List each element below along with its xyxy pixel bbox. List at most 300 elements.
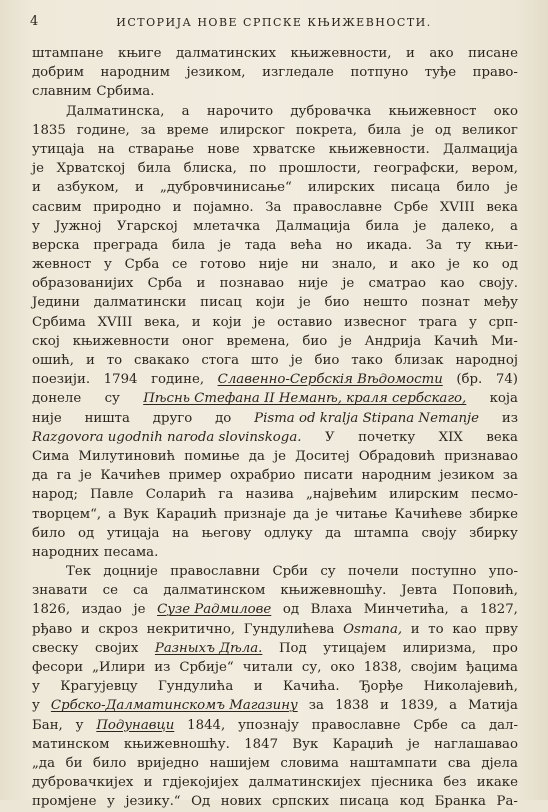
word: млетачка [193, 218, 261, 234]
word: до [215, 410, 232, 426]
word: блиска, [183, 161, 237, 177]
word: православни [170, 564, 261, 580]
word: око [330, 660, 355, 675]
text-line [32, 217, 518, 236]
word: Срба [147, 276, 183, 292]
text-line [32, 198, 518, 217]
word: као [452, 621, 477, 637]
word: Далмација [275, 218, 351, 234]
word: била [365, 218, 399, 234]
word: штампане [32, 46, 104, 61]
word: православне [293, 199, 382, 215]
word: далматински [93, 295, 187, 311]
text-line [32, 274, 518, 293]
word: што [250, 353, 279, 368]
word: прошлости, [278, 161, 361, 177]
word: међу [483, 295, 518, 311]
word: Павле [90, 487, 134, 503]
word: а [449, 698, 458, 714]
word: 1838, [363, 660, 402, 675]
word: са [460, 717, 477, 733]
word: је [339, 333, 352, 349]
text-line [32, 409, 518, 428]
text-line [32, 581, 518, 600]
word: жевност [32, 257, 92, 273]
page-header [30, 14, 518, 34]
word: 74) [495, 372, 518, 388]
word: дубровачка [290, 103, 372, 119]
text-line [32, 620, 518, 639]
word: Далматинска, [66, 103, 165, 119]
word: Крагујевцу [60, 679, 138, 695]
word: књи- [484, 237, 518, 253]
word: по [249, 161, 267, 177]
word: а [460, 602, 469, 618]
text-line [32, 351, 518, 370]
word: су [104, 391, 120, 407]
word: прву [485, 621, 518, 637]
word: Доситеј [295, 448, 350, 464]
word: појамно. [193, 199, 254, 215]
word: са [132, 583, 149, 599]
word: оставио [277, 314, 333, 330]
word: у [75, 717, 84, 733]
word: ту [455, 237, 472, 253]
word: века [486, 429, 518, 445]
word: изгледале [262, 65, 334, 81]
word: почели [348, 564, 399, 580]
word: гдјекојијех [162, 775, 239, 791]
word: да [293, 506, 310, 522]
word: упознају [238, 717, 299, 733]
word: године, [76, 122, 130, 138]
word: Пѣснь Стефана II Неманѣ, краля сербскаго, [143, 391, 467, 407]
word: Бан, [32, 717, 63, 733]
word: на [97, 141, 115, 157]
word: су [320, 564, 336, 580]
word: то [428, 621, 444, 637]
word: православне [311, 717, 401, 733]
word: ако [410, 257, 436, 273]
word: утицајем [323, 640, 387, 656]
text-line [32, 63, 518, 82]
word: и [172, 199, 182, 215]
word: „да [32, 755, 56, 771]
word: а [181, 103, 190, 119]
word: Влаха [310, 602, 353, 618]
word: у [468, 314, 477, 330]
word: славним [32, 84, 92, 100]
word: „Илири [92, 660, 146, 675]
word: упо- [488, 564, 518, 580]
word: Качић [433, 333, 479, 349]
text-line [32, 543, 518, 562]
word: збирке [469, 506, 518, 522]
word: Матија [468, 698, 518, 714]
word: Хрватској [56, 161, 126, 177]
word: признавао [444, 448, 518, 464]
word: почетку [358, 429, 416, 445]
word: близак [394, 353, 444, 368]
word: у [104, 257, 112, 273]
word: Славенно-Сербскія Вѣдомости [217, 372, 443, 388]
text-line [32, 792, 518, 811]
word: је [414, 218, 427, 234]
word: Србе [413, 717, 448, 733]
word: Качићеве [394, 506, 463, 522]
word: из [501, 410, 518, 426]
text-line [32, 178, 518, 197]
word: Вук [123, 506, 149, 522]
word: азбуком, [56, 180, 119, 196]
word: народној [455, 353, 518, 368]
word: било [93, 755, 127, 771]
word: ђацима [466, 660, 518, 675]
word: про [492, 640, 518, 656]
word: творцем“, [32, 506, 102, 522]
word: за [140, 122, 156, 138]
word: писане [468, 46, 518, 61]
word: Угарској [116, 218, 178, 234]
word: су, [301, 660, 322, 675]
word: Србе [393, 199, 429, 215]
word: својим [410, 660, 458, 675]
word: који [255, 295, 285, 311]
text-line [32, 600, 518, 619]
word: својих [94, 640, 139, 656]
word: писац [200, 295, 242, 311]
word: писати [303, 468, 354, 484]
text-line [32, 332, 518, 351]
word: преграда [93, 237, 159, 253]
word: поступно [411, 564, 477, 580]
word: језиком [439, 468, 495, 484]
word: да [325, 525, 342, 541]
word: Србима. [96, 84, 155, 100]
word: утицаја [32, 141, 85, 157]
word: поезији. [32, 372, 91, 388]
word: Сима [32, 448, 70, 464]
word: се [102, 583, 118, 599]
word: у [32, 218, 40, 234]
word: је [342, 276, 355, 292]
word: матинском [32, 736, 110, 752]
word: Поповић, [452, 583, 518, 599]
word: Под [278, 640, 307, 656]
word: Обрадовић [358, 448, 436, 464]
word: промјене [32, 794, 97, 810]
word: донеле [32, 391, 82, 407]
word: рђаво [32, 621, 73, 637]
word: Ми- [490, 333, 518, 349]
word: „дубровчинисање“ [159, 180, 292, 196]
word: било [456, 180, 490, 196]
word: је [290, 353, 303, 368]
word: сматрао [368, 276, 427, 292]
word: је [274, 448, 287, 464]
word: и [380, 698, 389, 714]
word: у [32, 679, 40, 695]
word: нашијем [209, 755, 270, 771]
text-line [32, 562, 518, 581]
word: ко [472, 257, 489, 273]
word: друго [152, 410, 193, 426]
word: и [196, 276, 206, 292]
text-line [32, 735, 518, 754]
word: била [367, 122, 402, 138]
word: 1827, [479, 602, 518, 618]
word: је [219, 237, 232, 253]
word: 1847 [244, 736, 279, 752]
word: и [389, 257, 399, 273]
word: своју [421, 525, 457, 541]
word: скроз [98, 621, 138, 637]
word: века [486, 199, 518, 215]
word: и [191, 314, 201, 330]
word: хрватске [252, 141, 316, 157]
word: народ; [32, 487, 78, 503]
word: је [447, 257, 460, 273]
word: од [282, 602, 300, 618]
word: нове [207, 141, 240, 157]
word: песама. [103, 544, 159, 560]
word: Вук [292, 736, 319, 752]
word: охрабрио [229, 468, 296, 484]
word: стварање [128, 141, 195, 157]
word: готово [200, 257, 246, 273]
word: Ра- [496, 794, 518, 810]
word: вриједно [136, 755, 199, 771]
word: ошић, [32, 353, 75, 368]
word: Pisma od kralja Stipana Nemanje [254, 410, 480, 426]
text-line [32, 754, 518, 773]
word: одлуку [263, 525, 313, 541]
text-line [32, 466, 518, 485]
word: око [493, 103, 518, 119]
word: образованијих [32, 276, 134, 292]
word: био [314, 353, 340, 368]
text-line [32, 255, 518, 274]
word: у [106, 794, 115, 810]
word: то [106, 353, 123, 368]
word: би [65, 755, 83, 771]
word: знало, [331, 257, 377, 273]
word: илирским [389, 487, 459, 503]
word: 1838 [335, 698, 369, 714]
word: је [133, 602, 146, 618]
text-line [32, 313, 518, 332]
word: већа [290, 237, 322, 253]
word: За [265, 199, 282, 215]
word: и [85, 353, 95, 368]
text-line [32, 658, 518, 677]
word: своју. [478, 276, 518, 292]
word: тако [351, 353, 383, 368]
word: из [154, 660, 171, 675]
word: Јевта [401, 583, 438, 599]
word: XVIII [439, 199, 475, 215]
word: стога [201, 353, 240, 368]
text-line [32, 44, 518, 63]
word: Osmana, [343, 621, 403, 637]
word: као [440, 276, 465, 292]
word: верска [32, 237, 80, 253]
word: утицаја [106, 525, 160, 541]
text-line [32, 505, 518, 524]
word: на [172, 525, 189, 541]
word: Тек [66, 564, 92, 580]
word: га [56, 468, 72, 484]
word: XIX [438, 429, 463, 445]
text-line [32, 236, 518, 255]
word: наглашавао [434, 736, 518, 752]
word: Од [191, 794, 211, 810]
text-line [32, 428, 518, 447]
word: Качићев [100, 468, 161, 484]
word: дјела [481, 755, 518, 771]
word: помиње [184, 448, 240, 464]
word: време [166, 122, 209, 138]
word: У [325, 429, 335, 445]
text-line [32, 677, 518, 696]
word: сва [447, 755, 471, 771]
word: 1844, [187, 717, 226, 733]
word: 1794 [103, 372, 138, 388]
word: географски, [373, 161, 459, 177]
word: је [316, 506, 329, 522]
word: илирског [219, 122, 286, 138]
text-line [32, 485, 518, 504]
word: и [135, 180, 144, 196]
word: Милутиновић [78, 448, 176, 464]
word: илирских [307, 180, 375, 196]
word: нарочито [206, 103, 274, 119]
word: Србима [32, 314, 86, 330]
word: покрета, [295, 122, 357, 138]
word: који [212, 314, 242, 330]
word: наштампати [349, 755, 438, 771]
word: XVIII [97, 314, 133, 330]
word: Разныхъ Дѣла. [154, 640, 263, 656]
word: језиком, [186, 65, 246, 81]
text-line [32, 639, 518, 658]
word: великог [461, 122, 518, 138]
body-text [32, 44, 518, 812]
word: извесног [344, 314, 407, 330]
word: добрим [32, 65, 84, 81]
word: је [411, 122, 424, 138]
word: од [434, 122, 452, 138]
word: некритично, [146, 621, 236, 637]
word: За [425, 237, 443, 253]
running-title: ИСТОРИЈА НОВЕ СРПСКЕ КЊИЖЕВНОСТИ. [116, 16, 432, 29]
word: језику.“ [125, 794, 181, 810]
word: нешто [363, 295, 408, 311]
word: Гундулићева [243, 621, 335, 637]
word: ако [429, 46, 454, 61]
word: назива [245, 487, 294, 503]
word: трага [418, 314, 458, 330]
word: писаца [339, 794, 390, 810]
word: природно [93, 199, 161, 215]
word: књижевности. [328, 141, 430, 157]
word: дал- [488, 717, 518, 733]
word: књижевности, [290, 46, 392, 61]
word: Србије“ [179, 660, 234, 675]
word: знавати [32, 583, 88, 599]
word: нових [220, 794, 262, 810]
word: а [510, 218, 518, 234]
word: Подунавци [96, 717, 175, 733]
word: вером, [471, 161, 518, 177]
word: која [489, 391, 518, 407]
word: и [80, 621, 90, 637]
word: фесори [32, 660, 84, 675]
text-line [32, 389, 518, 408]
word: био [324, 295, 350, 311]
word: је [32, 161, 44, 177]
word: је [253, 314, 266, 330]
word: Караџић [332, 736, 394, 752]
word: у [32, 698, 40, 714]
word: и [32, 180, 41, 196]
word: Razgovora ugodnih naroda slovinskoga. [32, 429, 302, 445]
text-line [32, 293, 518, 312]
word: књижевношћу. [123, 736, 230, 752]
word: а [108, 506, 117, 522]
word: није [32, 410, 62, 426]
word: времена, [226, 333, 290, 349]
text-line [32, 447, 518, 466]
word: но [335, 237, 353, 253]
word: срп- [488, 314, 518, 330]
word: народних [32, 544, 99, 560]
word: је [505, 180, 518, 196]
word: писаца [390, 180, 441, 196]
word: илиризма, [402, 640, 476, 656]
word: словима [280, 755, 339, 771]
word: српских [272, 794, 329, 810]
word: код [399, 794, 425, 810]
word: 1835 [32, 122, 66, 138]
word: Сузе Радмилове [157, 602, 272, 618]
word: књиге [118, 46, 162, 61]
word: века, [144, 314, 180, 330]
text-line [32, 696, 518, 715]
word: књижевношћу. [280, 583, 387, 599]
word: свакако [134, 353, 190, 368]
word: свеску [32, 640, 79, 656]
word: и [253, 679, 263, 695]
word: и [405, 46, 415, 61]
word: ни [301, 257, 319, 273]
word: познат [421, 295, 470, 311]
word: „највећим [305, 487, 377, 503]
text-line [32, 370, 518, 389]
word: издао [81, 602, 122, 618]
word: била [137, 161, 172, 177]
word: право- [472, 65, 518, 81]
word: признаје [223, 506, 287, 522]
word: далматинских [175, 46, 277, 61]
word: доцније [103, 564, 158, 580]
word: била [171, 237, 206, 253]
word: Једини [32, 295, 80, 311]
word: песмо- [470, 487, 518, 503]
word: Јужној [55, 218, 102, 234]
word: био [302, 333, 328, 349]
word: ској [32, 333, 60, 349]
